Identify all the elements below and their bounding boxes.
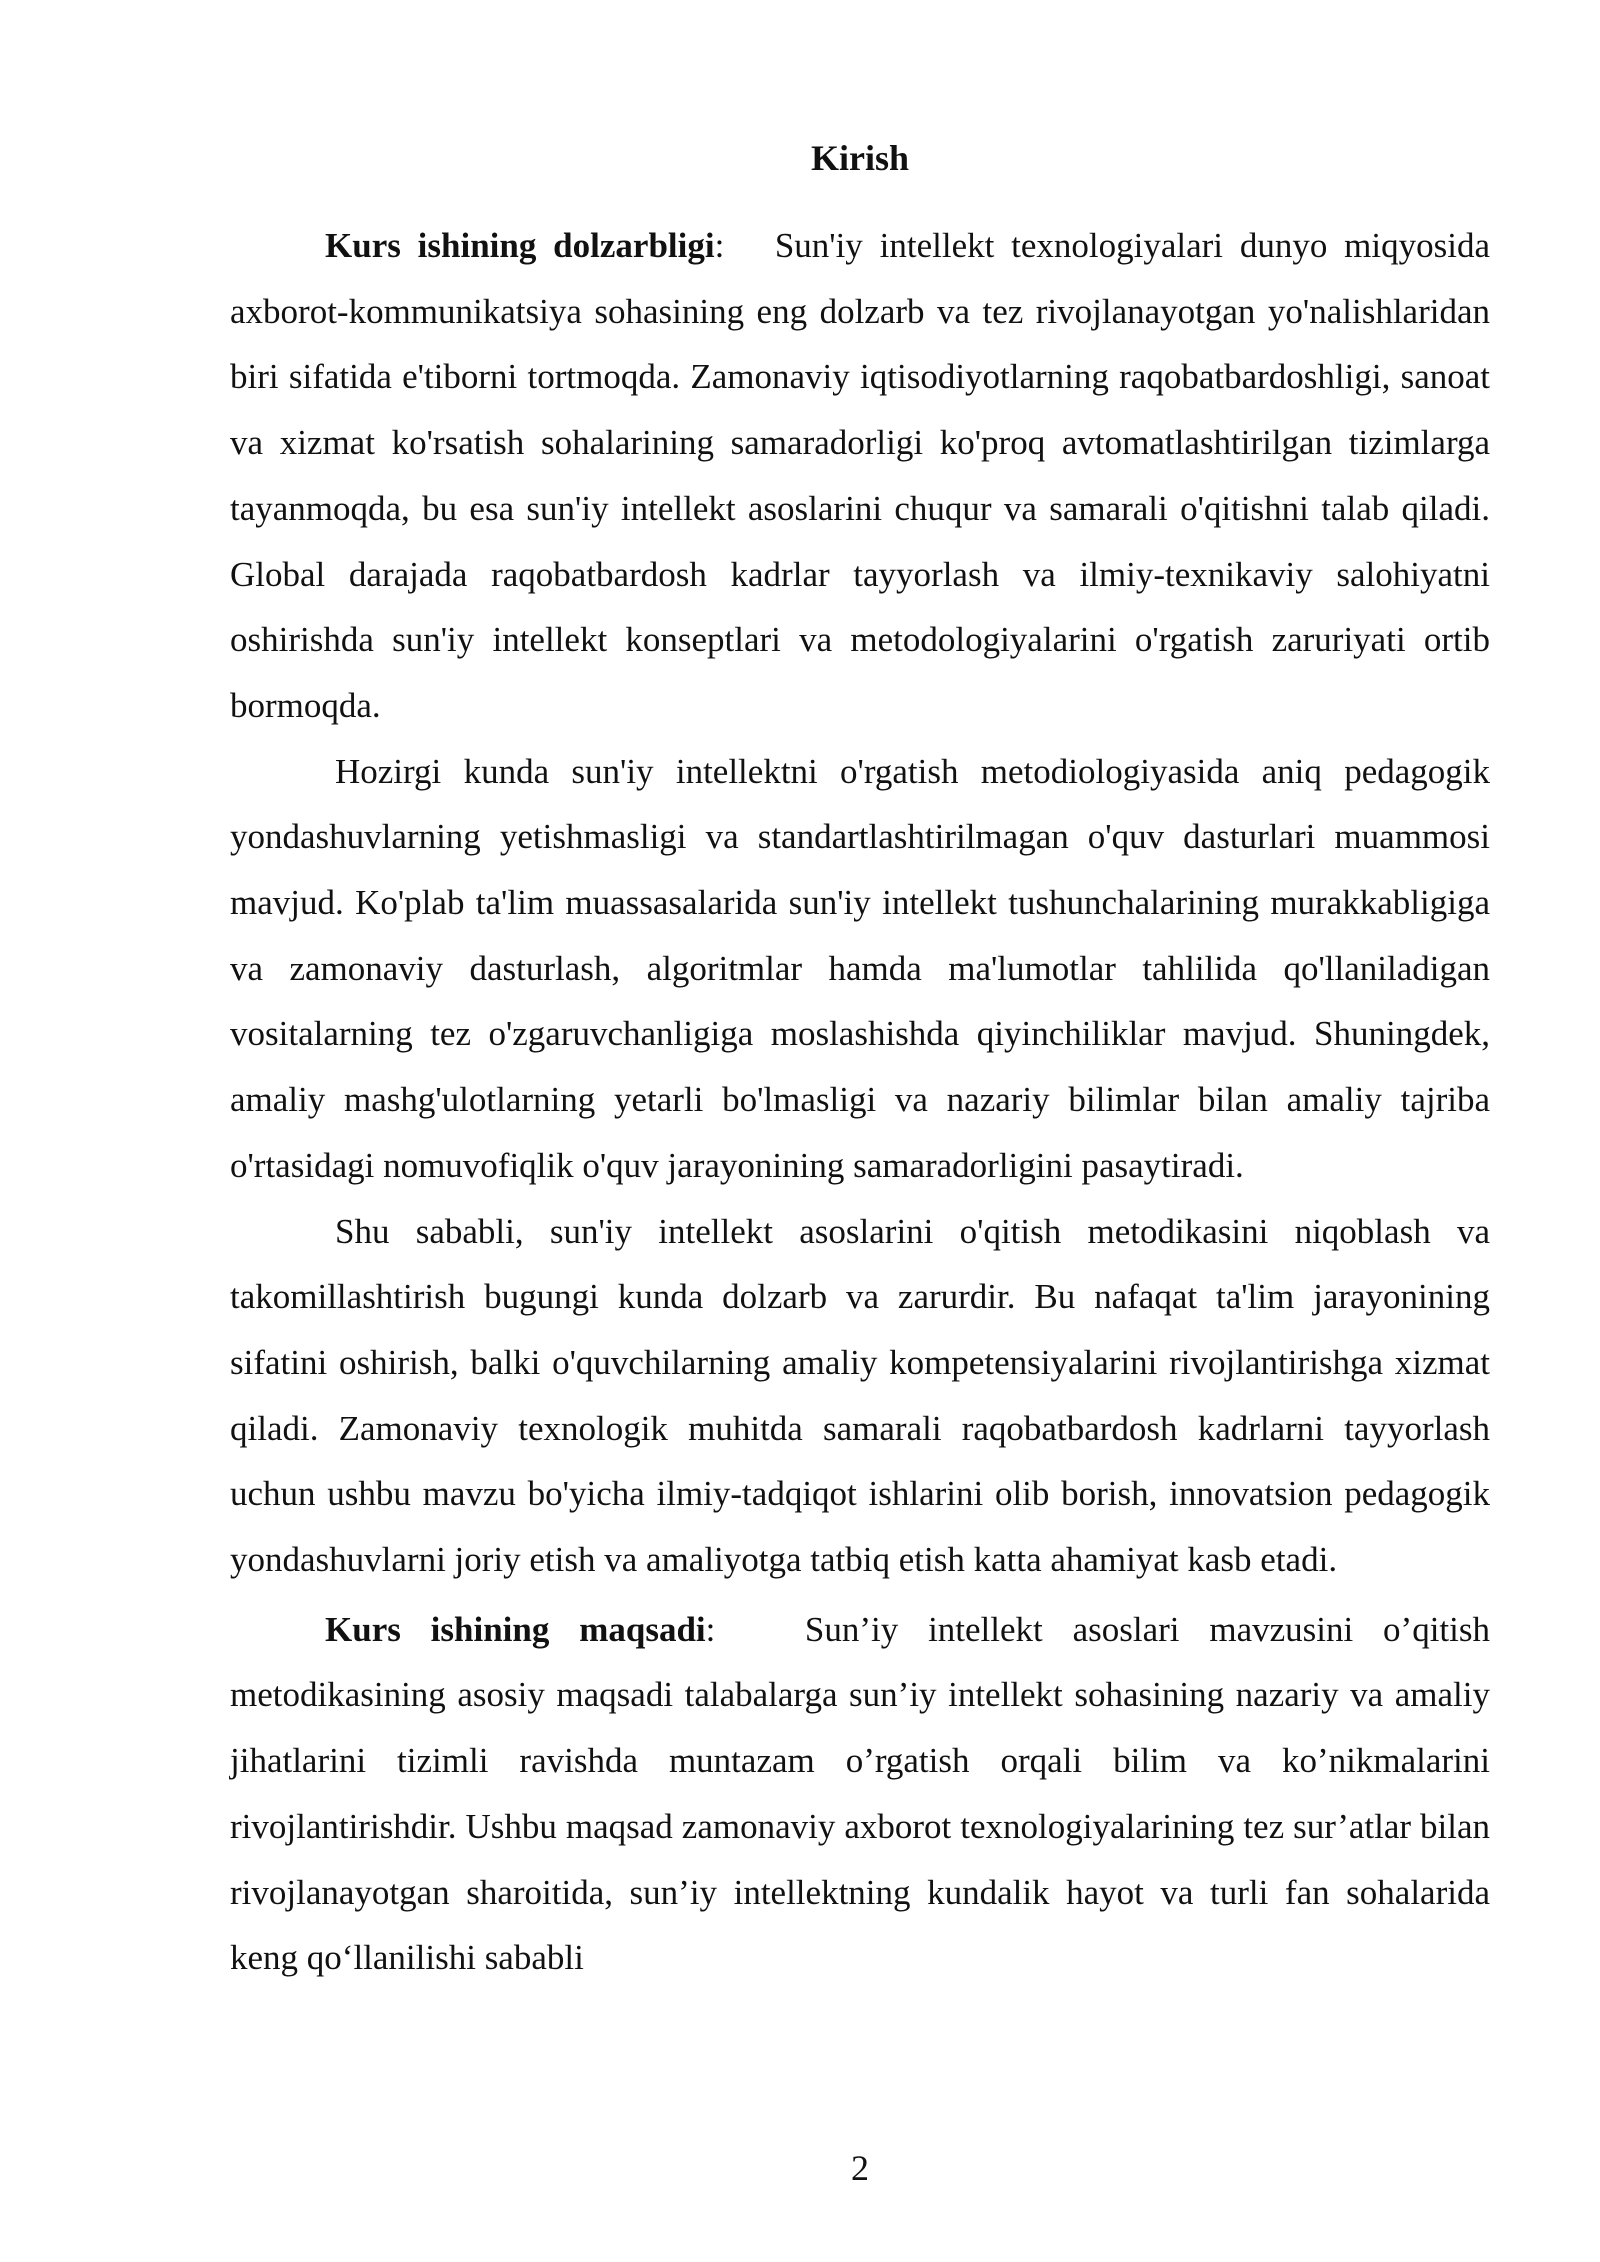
paragraph-text: Sun’iy intellekt asoslari mavzusini o’qitish metodikasining asosiy maqsadi talabalarga sun’iy intellekt sohasining nazariy va amaliy jihatlarini tizimli ravishda muntazam o’rgatish orqali bilim va ko’nikmalarini rivojlantirishdir. Ushbu maqsad zamonaviy axborot texnologiyalarining tez sur’atlar bilan rivojlanayotgan sharoitida, sun’iy intellektning kundalik hayot va turli fan sohalarida keng qo‘llanilishi sababli (230, 1609, 1490, 1978)
paragraph-text: Sun'iy intellekt texnologiyalari dunyo miqyosida axborot-kommunikatsiya sohasining eng dolzarb va tez rivojlanayotgan yo'nalishlaridan biri sifatida e'tiborni tortmoqda. Zamonaviy iqtisodiyotlarning raqobatbardoshligi, sanoat va xizmat ko'rsatish sohalarining samaradorligi ko'proq avtomatlashtirilgan tizimlarga tayanmoqda, bu esa sun'iy intellekt asoslarini chuqur va samarali o'qitishni talab qiladi. Global darajada raqobatbardosh kadrlar tayyorlash va ilmiy-texnikaviy salohiyatni oshirishda sun'iy intellekt konseptlari va metodologiyalarini o'rgatish zaruriyati ortib bormoqda. (230, 226, 1491, 725)
heading-colon: : (705, 1609, 716, 1649)
page-title: Kirish (810, 138, 909, 178)
section-heading-maqsadi: Kurs ishining maqsadi (325, 1609, 706, 1649)
paragraph-shu-sababli (230, 1199, 1490, 1593)
body-text (230, 213, 1490, 1991)
page-number: 2 (851, 2148, 869, 2188)
paragraph-dolzarbligi (230, 213, 1490, 739)
paragraph-maqsadi (230, 1597, 1490, 1991)
paragraph-text: Shu sababli, sun'iy intellekt asoslarini o'qitish metodikasini niqoblash va takomillashtirish bugungi kunda dolzarb va zarurdir. Bu nafaqat ta'lim jarayonining sifatini oshirish, balki o'quvchilarning amaliy kompetensiyalarini rivojlantirishga xizmat qiladi. Zamonaviy texnologik muhitda samarali raqobatbardosh kadrlarni tayyorlash uchun ushbu mavzu bo'yicha ilmiy-tadqiqot ishlarini olib borish, innovatsion pedagogik yondashuvlarni joriy etish va amaliyotga tatbiq etish katta ahamiyat kasb etadi. (230, 1211, 1490, 1580)
section-heading-dolzarbligi: Kurs ishining dolzarbligi (325, 226, 715, 265)
paragraph-hozirgi-kunda (230, 739, 1490, 1199)
paragraph-text: Hozirgi kunda sun'iy intellektni o'rgatish metodiologiyasida aniq pedagogik yondashuvlarning yetishmasligi va standartlashtirilmagan o'quv dasturlari muammosi mavjud. Ko'plab ta'lim muassasalarida sun'iy intellekt tushunchalarining murakkabligiga va zamonaviy dasturlash, algoritmlar hamda ma'lumotlar tahlilida qo'llaniladigan vositalarning tez o'zgaruvchanligiga moslashishda qiyinchiliklar mavjud. Shuningdek, amaliy mashg'ulotlarning yetarli bo'lmasligi va nazariy bilimlar bilan amaliy tajriba o'rtasidagi nomuvofiqlik o'quv jarayonining samaradorligini pasaytiradi. (230, 751, 1490, 1185)
heading-colon: : (714, 226, 725, 265)
